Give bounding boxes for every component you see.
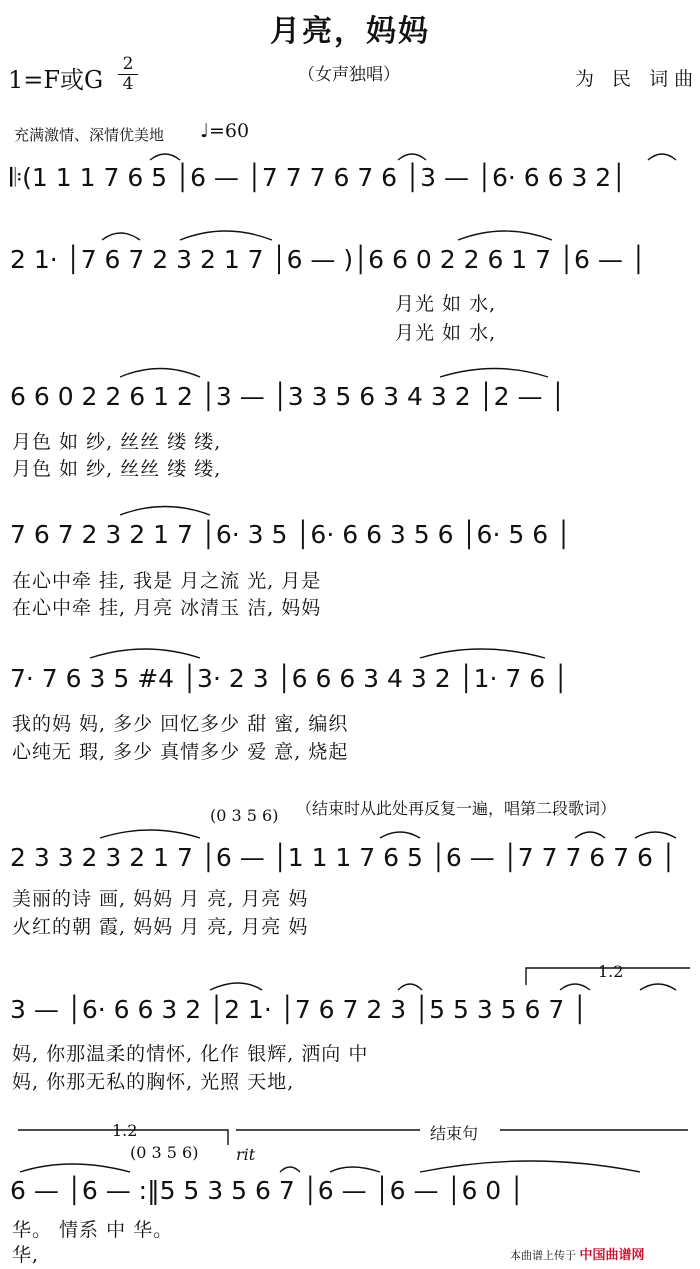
slur: [420, 1161, 640, 1172]
volta-bracket: [18, 1130, 228, 1145]
slur: [120, 369, 200, 378]
slur: [640, 984, 676, 990]
system-7-notes: 3 — │6· 6 6 3 2 │2 1· │7 6 7 2 3 │5 5 3 5 6 7 │: [10, 995, 588, 1024]
time-signature-top: 2: [122, 54, 134, 74]
system-4-lyric-2: 在心中牵 挂, 月亮 冰清玉 洁, 妈妈: [12, 597, 322, 619]
slur: [440, 369, 548, 378]
system-5-lyric-2: 心纯无 瑕, 多少 真情多少 爱 意, 烧起: [12, 741, 349, 763]
slur: [635, 832, 676, 838]
system-6-lyric-2: 火红的朝 霞, 妈妈 月 亮, 月亮 妈: [12, 916, 309, 938]
footer: [510, 1244, 645, 1263]
tempo-mark: ♩=60: [200, 120, 250, 142]
slur: [180, 231, 272, 240]
system-3-lyric-2: 月色 如 纱, 丝丝 缕 缕,: [12, 458, 222, 480]
slur: [100, 830, 200, 838]
slur: [120, 507, 210, 516]
system-2-lyric-1: 月光 如 水,: [395, 293, 497, 315]
system-8-notes: 6 — │6 — :‖5 5 3 5 6 7 │6 — │6 — │6 0 │: [10, 1176, 525, 1205]
system-4-notes: 7 6 7 2 3 2 1 7 │6· 3 5 │6· 6 6 3 5 6 │6· 5 6 │: [10, 520, 572, 549]
system-5-notes: 7· 7 6 3 5 #4 │3· 2 3 │6 6 6 3 4 3 2 │1· 7 6 │: [10, 664, 569, 693]
system-3-notes: 6 6 0 2 2 6 1 2 │3 — │3 3 5 6 3 4 3 2 │2 — │: [10, 382, 566, 411]
coda-label: 结束句: [430, 1124, 479, 1143]
system-7-lyric-2: 妈, 你那无私的胸怀, 光照 天地,: [12, 1071, 295, 1093]
system-2-lyric-2: 月光 如 水,: [395, 322, 497, 344]
system-5-lyric-1: 我的妈 妈, 多少 回忆多少 甜 蜜, 编织: [12, 713, 349, 735]
intro-fill-2: (0 3 5 6): [130, 1143, 199, 1162]
slur: [560, 984, 590, 990]
site-logo[interactable]: 中国曲谱网: [579, 1248, 645, 1263]
intro-fill-1: (0 3 5 6): [210, 806, 279, 825]
slur: [20, 1164, 130, 1172]
system-7-lyric-1: 妈, 你那温柔的情怀, 化作 银辉, 洒向 中: [12, 1043, 369, 1065]
expression-mark: 充满激情、深情优美地: [14, 126, 165, 144]
system-6-notes: 2 3 3 2 3 2 1 7 │6 — │1 1 1 7 6 5 │6 — │7 7 7 6 7 6 │: [10, 843, 676, 872]
slur: [102, 233, 140, 240]
slur: [210, 983, 262, 990]
slur: [420, 649, 545, 658]
slur: [330, 1167, 380, 1172]
system-8-lyric-2: 华,: [12, 1244, 40, 1266]
slur: [90, 649, 200, 658]
system-3-lyric-1: 月色 如 纱, 丝丝 缕 缕,: [12, 431, 222, 453]
volta-label-1: 1.2: [598, 962, 624, 981]
slur: [575, 832, 605, 838]
slur: [150, 154, 180, 160]
score-title: 月亮，妈妈: [270, 14, 430, 49]
repeat-note: （结束时从此处再反复一遍，唱第二段歌词）: [296, 799, 617, 818]
slur: [648, 154, 676, 160]
system-2-notes: 2 1· │7 6 7 2 3 2 1 7 │6 — )│6 6 0 2 2 6 1 7 │6 — │: [10, 245, 646, 274]
slur: [280, 1167, 300, 1172]
slur: [380, 832, 420, 838]
footer-text: 本曲谱上传于: [510, 1249, 576, 1262]
ritardando-mark: rit: [236, 1145, 256, 1164]
system-1-notes: 𝄆(1 1 1 7 6 5 │6 — │7 7 7 6 7 6 │3 — │6· 6 6 3 2│: [10, 163, 627, 192]
slur: [458, 231, 552, 240]
slur: [398, 154, 426, 160]
performance-note: （女声独唱）: [298, 65, 400, 85]
key-signature: 1=F或G: [8, 66, 104, 94]
system-8-lyric-1: 华。 情系 中 华。: [12, 1219, 174, 1241]
slur: [398, 984, 422, 990]
system-6-lyric-1: 美丽的诗 画, 妈妈 月 亮, 月亮 妈: [12, 888, 309, 910]
system-4-lyric-1: 在心中牵 挂, 我是 月之流 光, 月是: [12, 570, 322, 592]
time-signature-bottom: 4: [122, 74, 134, 94]
composer-credits: 为 民 词曲: [575, 68, 700, 90]
volta-bracket: [526, 968, 690, 985]
volta-label-2: 1.2: [112, 1121, 138, 1140]
